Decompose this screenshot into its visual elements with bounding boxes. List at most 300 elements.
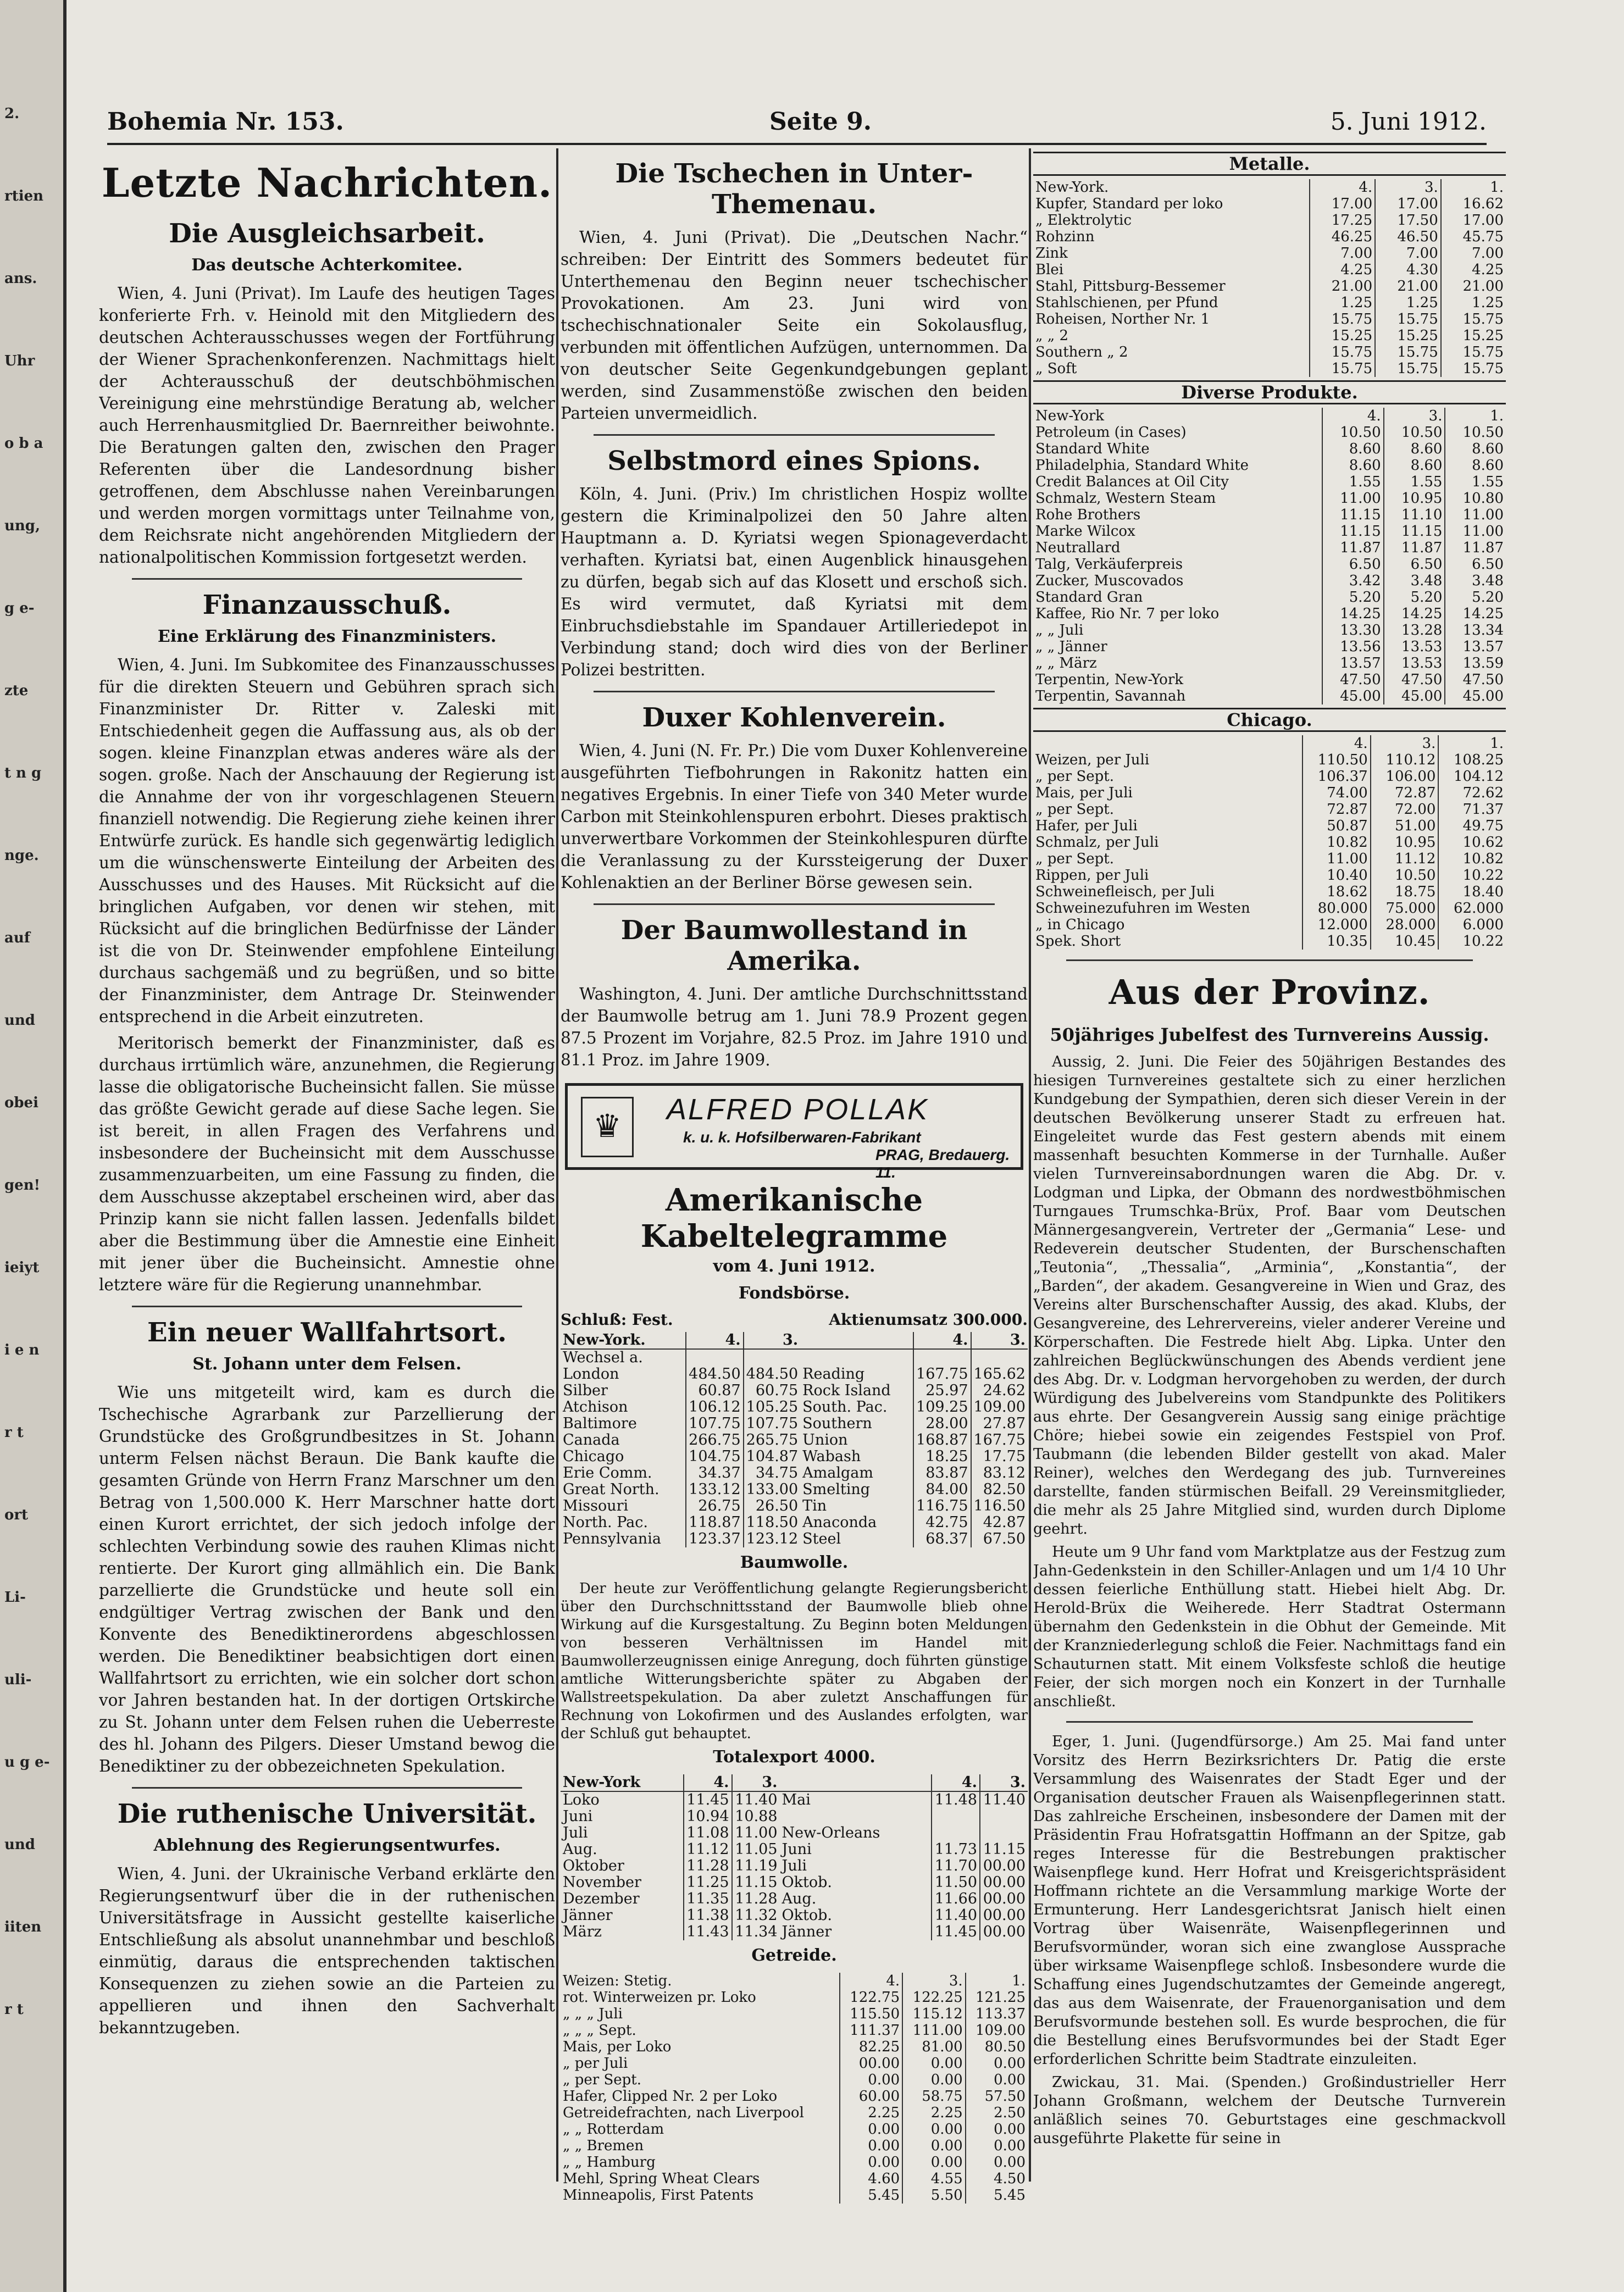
table-cell: 11.10 — [1384, 507, 1445, 523]
table-cell: 11.50 — [932, 1874, 980, 1891]
strip-fragment: u g e- — [4, 1754, 50, 1771]
table-row — [1033, 801, 1506, 818]
table-cell: 8.60 — [1322, 441, 1384, 457]
issue-date: 5. Juni 1912. — [1330, 108, 1487, 136]
table-cell: 21.00 — [1375, 278, 1441, 295]
table-row — [561, 2138, 1028, 2154]
table-cell: 11.45 — [684, 1791, 732, 1808]
table-cell: „ per Sept. — [1035, 801, 1115, 818]
table-header-cell: 3. — [971, 1332, 1028, 1349]
table-header-cell: New-York. — [561, 1332, 686, 1349]
table-row — [561, 2088, 1028, 2105]
table-cell: 82.25 — [840, 2039, 902, 2055]
table-cell: „ per Sept. — [563, 2072, 642, 2088]
table-cell: 115.12 — [902, 2006, 965, 2022]
fonds-meta — [561, 1311, 1028, 1329]
column-rule — [556, 148, 558, 2182]
strip-fragment: ort — [4, 1507, 29, 1523]
table-header-cell: New-York. — [1035, 179, 1109, 196]
table-header-cell: 4. — [932, 1774, 980, 1791]
separator — [1066, 959, 1473, 961]
strip-fragment: Uhr — [4, 353, 35, 369]
article-subhead: Eine Erklärung des Finanzministers. — [157, 627, 497, 646]
table-cell: Oktob. — [781, 1874, 832, 1891]
table-row — [561, 2171, 1028, 2187]
table-cell: 25.97 — [913, 1383, 971, 1399]
table-cell: 0.00 — [966, 2138, 1028, 2154]
table-row — [561, 1825, 1028, 1841]
table-cell: 13.59 — [1445, 655, 1506, 671]
table-header-cell: 3. — [1375, 179, 1441, 196]
cotton-heading: Baumwolle. — [740, 1553, 849, 1572]
table-cell: New-Orleans — [781, 1824, 880, 1841]
table-cell: 15.75 — [1310, 311, 1376, 328]
table-cell: 11.48 — [932, 1791, 980, 1808]
table-cell: 0.00 — [966, 2072, 1028, 2088]
fonds-close: Schluß: Fest. — [561, 1311, 673, 1329]
article-paragraph: Meritorisch bemerkt der Finanzminister, daß es durchaus irrtümlich wäre, anzunehmen, die Regierung lasse die obligatorische Bucheinsicht fallen. Sie müsse das größte Gewicht gerade auf diese Sache legen. Sie ist bereit, in allen Fragen des Verfahrens und insbesondere der Bucheinsicht mit dem Ausschusse zusammenzuarbeiten, um eine Fassung zu finden, die dem Ausschusse akzeptabel erscheinen wird, aber das Prinzip kann sie nicht fallen lassen. Jedenfalls bildet aber die Bestimmung über die Amnestie eine Einheit mit jener über die Bucheinsicht. Amnestie ohne letztere wäre für die Regierung unannehmbar. — [99, 1034, 555, 1294]
table-cell: 106.00 — [1371, 768, 1439, 785]
table-cell: Mehl, Spring Wheat Clears — [563, 2171, 760, 2187]
table-cell: „ per Juli — [563, 2055, 628, 2072]
table-header-cell: 3. — [980, 1774, 1028, 1791]
ad-line: k. u. k. Hofsilberwaren-Fabrikant — [683, 1129, 921, 1146]
table-cell: 109.00 — [971, 1399, 1028, 1416]
table-row — [1033, 752, 1506, 768]
table-row — [1033, 507, 1506, 523]
table-row — [561, 1399, 1028, 1416]
table-cell: Juli — [781, 1857, 807, 1874]
table-cell: 60.75 — [744, 1383, 800, 1399]
table-header-cell: 3. — [1384, 408, 1445, 424]
table-cell: „ per Sept. — [1035, 851, 1115, 867]
section-title: Letzte Nachrichten. — [101, 159, 553, 206]
table-cell: 1.55 — [1322, 474, 1384, 490]
table-cell: 10.22 — [1438, 933, 1506, 950]
table-cell: 167.75 — [971, 1432, 1028, 1449]
strip-fragment: o b a — [4, 435, 43, 452]
table-cell: Credit Balances at Oil City — [1035, 474, 1229, 490]
table-cell: London — [563, 1366, 619, 1383]
table-cell: 11.40 — [932, 1907, 980, 1924]
table-cell: 104.12 — [1438, 768, 1506, 785]
stock-table — [561, 1332, 1028, 1547]
table-cell: 15.75 — [1441, 311, 1506, 328]
table-row — [1033, 556, 1506, 573]
table-cell: 0.00 — [966, 2121, 1028, 2138]
article-paragraph: Aussig, 2. Juni. Die Feier des 50jährigen Bestandes des hiesigen Turnvereines gestaltete sich zu einer herzlichen Kundgebung der Sympathien, deren sich dieser Verein in der deutschen Bevölkerung unserer Stadt zu erfreuen hat. Eingeleitet wurde das Fest gestern abends mit einem massenhaft besuchten Kommerse in der Turnhalle. Außer vielen Turnvereinsabordnungen waren die Abg. Dr. v. Lodgman und Lipka, der Obmann des nordwestböhmischen Turngaues Trumschka-Brüx, Prof. Baar vom Deutschen Männergesangverein, Vertreter der „Germania“ Lese- und Redeverein deutscher Studenten, der Burschenschaften „Teutonia“, „Thessalia“, „Arminia“, „Konstantia“, der „Barden“, der akadem. Gesangvereine in Wien und Graz, des Vereins alter Burschenschafter Aussig, des akad. Klubs, der Gesangvereine, des Lehrervereins, vieler anderer Vereine und Körperschaften. Die Festrede hielt Abg. Lipka. Unter den zahlreichen Beglückwünschungen des Abends verdient jene des Abg. Dr. v. Lodgman hervorgehoben zu werden, der durch Würdigung des Jubelvereins vom Standpunkte des Politikers aus ehrte. Der Gesangverein Aussig sang einige prächtige Chöre; hiebei sowie ein zeigendes Festspiel von Prof. Taubmann (die lebenden Bilder gestellt von akad. Maler Reiner), welches den Werdegang des jub. Turnvereines darstellte, fanden stürmischen Beifall. 29 Vereinsmitglieder, die mehr als 25 Jahre Mitglied sind, wurden durch Diplome geehrt. — [1033, 1053, 1506, 1538]
table-cell: 60.87 — [686, 1383, 743, 1399]
products-table — [1033, 408, 1506, 704]
table-cell: „ „ März — [1035, 655, 1097, 671]
fonds-heading: Fondsbörse. — [738, 1284, 850, 1303]
table-cell: 00.00 — [980, 1858, 1028, 1874]
table-cell: 6.50 — [1384, 556, 1445, 573]
table-cell: Zucker, Muscovados — [1035, 573, 1184, 589]
table-cell: „ „ 2 — [1035, 328, 1069, 344]
table-row — [561, 2105, 1028, 2121]
grain-heading: Getreide. — [751, 1946, 837, 1965]
table-cell: 10.82 — [1302, 834, 1371, 851]
article-paragraph: Wie uns mitgeteilt wird, kam es durch die Tschechische Agrarbank zur Parzellierung der Grundstücke des Großgrundbesitzes in St. Johann unterm Felsen nächst Beraun. Die Bank kaufte die gesamten Gründe von Herrn Franz Marschner um den Betrag von 1,500.000 K. Herr Marschner hatte dort einen Kurort errichtet, der sich jedoch infolge der schlechten Verbindung sowie des rauhen Klimas nicht rentierte. Der Kurort ging allmählich ein. Die Bank parzellierte die Grundstücke und heute soll ein endgültiger Vertrag zwischen der Bank und den Konvente des Benediktinerordens abgeschlossen werden. Die Benediktiner beabsichtigen dort einen Wallfahrtsort zu errichten, wie ein solcher dort schon vor Jahren bestanden hat. In der dortigen Ortskirche zu St. Johann unter dem Felsen ruhen die Ueberreste des hl. Johann des Pilgers. Dieser Umstand bewog die Benediktiner zu der obbezeichneten Spekulation. — [99, 1383, 555, 1775]
table-cell: 105.25 — [744, 1399, 800, 1416]
table-cell: 11.45 — [932, 1924, 980, 1940]
table-cell: 4.55 — [902, 2171, 965, 2187]
table-cell: 10.45 — [1371, 933, 1439, 950]
table-cell: Aug. — [563, 1841, 597, 1858]
table-header-cell: Weizen: Stetig. — [563, 1973, 672, 1989]
table-cell: 46.50 — [1375, 229, 1441, 245]
table-cell: 17.00 — [1441, 212, 1506, 229]
article-paragraph: Washington, 4. Juni. Der amtliche Durchschnittsstand der Baumwolle betrug am 1. Juni 78.9 Prozent gegen 87.5 Prozent im Vorjahre, 82.5 Proz. im Jahre 1910 und 81.1 Proz. im Jahre 1909. — [561, 985, 1028, 1069]
table-cell: 00.00 — [980, 1891, 1028, 1907]
separator — [594, 691, 995, 692]
table-cell: 0.00 — [902, 2154, 965, 2171]
table-cell: „ „ „ Juli — [563, 2006, 623, 2022]
table-cell — [971, 1349, 1028, 1366]
table-cell: „ „ Bremen — [563, 2138, 644, 2154]
table-cell: 11.40 — [732, 1791, 780, 1808]
table-cell: Rohe Brothers — [1035, 507, 1141, 523]
advertisement — [565, 1083, 1023, 1181]
strip-fragment: ung, — [4, 518, 41, 534]
table-cell: Terpentin, Savannah — [1035, 688, 1186, 704]
table-row — [1033, 424, 1506, 441]
table-cell: 00.00 — [840, 2055, 902, 2072]
table-cell: „ „ Juli — [1035, 622, 1084, 639]
table-cell: Schweinefleisch, per Juli — [1035, 884, 1215, 900]
table-cell: 17.00 — [1310, 196, 1376, 212]
chicago-table — [1033, 735, 1506, 950]
table-row — [561, 1416, 1028, 1432]
table-cell: 10.22 — [1438, 867, 1506, 884]
table-header-cell: 1. — [1445, 408, 1506, 424]
table-cell: 4.30 — [1375, 262, 1441, 278]
table-cell: 72.87 — [1371, 785, 1439, 801]
column-1 — [99, 148, 555, 2204]
table-row — [561, 2055, 1028, 2072]
table-cell: 72.00 — [1371, 801, 1439, 818]
table-cell: 72.62 — [1438, 785, 1506, 801]
table-row — [1033, 278, 1506, 295]
table-header-cell: 1. — [1438, 735, 1506, 752]
table-cell: Spek. Short — [1035, 933, 1121, 950]
table-cell: 11.15 — [980, 1841, 1028, 1858]
table-row — [1033, 900, 1506, 917]
table-row — [1033, 655, 1506, 671]
table-cell — [780, 1808, 932, 1825]
table-cell: 15.75 — [1375, 360, 1441, 377]
table-cell: 28.00 — [913, 1416, 971, 1432]
table-header-cell: 3. — [902, 1973, 965, 1989]
table-cell: 106.37 — [1302, 768, 1371, 785]
table-cell: Blei — [1035, 262, 1064, 278]
table-row — [561, 2121, 1028, 2138]
table-cell: 45.00 — [1384, 688, 1445, 704]
table-cell: 104.87 — [744, 1449, 800, 1465]
table-row — [561, 1498, 1028, 1514]
table-cell: 15.75 — [1310, 344, 1376, 360]
table-cell: 8.60 — [1445, 457, 1506, 474]
cable-headline: Amerikanische Kabeltelegramme — [640, 1182, 948, 1255]
table-cell: Rohzinn — [1035, 229, 1095, 245]
table-cell: Baltimore — [563, 1415, 637, 1432]
table-cell: 15.25 — [1375, 328, 1441, 344]
table-cell: 1.55 — [1384, 474, 1445, 490]
table-cell: Mais, per Juli — [1035, 785, 1133, 801]
table-cell: 46.25 — [1310, 229, 1376, 245]
table-cell: 13.53 — [1384, 639, 1445, 655]
strip-fragment: i e n — [4, 1342, 40, 1358]
table-cell: 14.25 — [1445, 606, 1506, 622]
grain-table — [561, 1973, 1028, 2204]
table-cell: 82.50 — [971, 1481, 1028, 1498]
table-cell: 2.50 — [966, 2105, 1028, 2121]
table-cell: Kaffee, Rio Nr. 7 per loko — [1035, 606, 1220, 622]
table-cell: 0.00 — [902, 2121, 965, 2138]
table-cell: 13.56 — [1322, 639, 1384, 655]
table-row — [561, 2022, 1028, 2039]
table-cell: 0.00 — [902, 2072, 965, 2088]
table-cell: 1.55 — [1445, 474, 1506, 490]
table-row — [561, 2072, 1028, 2088]
table-cell: Canada — [563, 1431, 620, 1449]
article-headline: Der Baumwollestand in Amerika. — [620, 915, 968, 976]
table-row — [561, 1432, 1028, 1449]
page-number: Seite 9. — [769, 108, 872, 136]
table-row — [561, 1924, 1028, 1940]
table-cell: 21.00 — [1310, 278, 1376, 295]
table-row — [561, 1858, 1028, 1874]
table-cell: 123.37 — [686, 1531, 743, 1547]
table-row — [1033, 884, 1506, 900]
table-cell: 50.87 — [1302, 818, 1371, 834]
strip-fragment: rtien — [4, 188, 44, 204]
table-row — [1033, 671, 1506, 688]
table-cell: 109.00 — [966, 2022, 1028, 2039]
table-cell: 6.000 — [1438, 917, 1506, 933]
table-row — [1033, 360, 1506, 377]
table-cell: 18.40 — [1438, 884, 1506, 900]
table-cell: 15.75 — [1441, 344, 1506, 360]
table-cell: 10.80 — [1445, 490, 1506, 507]
strip-fragment: und — [4, 1012, 35, 1029]
table-cell — [932, 1808, 980, 1825]
table-cell: 5.20 — [1445, 589, 1506, 606]
table-cell: 5.45 — [840, 2187, 902, 2204]
article-paragraph: Eger, 1. Juni. (Jugendfürsorge.) Am 25. Mai fand unter Vorsitz des Herrn Bezirksrichters Dr. Patig die erste Versammlung des Waisenrates der Stadt Eger und der Organisation deutscher Frauen als Waisenpflegerinnen statt. Das zahlreiche Erscheinen, insbesondere der Damen mit der Präsidentin Frau Hofratsgattin Hoffmann an der Spitze, gab reges Interesse für die Bestrebungen praktischer Waisenpflege kund. Herr Hofrat und Kreisgerichtspräsident Hoffmann richtete an die Versammlung markige Worte der Ermunterung. Herr Landesgerichtsrat Janisch hielt einen Vortrag über Waisenräte, Waisenpflegerinnen und Berufsvormünder, woran sich eine zwanglose Aussprache über wirksame Waisenpflege schloß. Insbesondere wurde die Schaffung eines Jugendschutzamtes der Gemeinde angeregt, das aus dem Waisenrate, der Frauenorganisation und dem Berufsvormunde bestehen soll. Es wurde besprochen, die für die Bestellung eines Berufsvormundes bei der Stadt Eger erforderlichen Schritte beim Stadtrate einzuleiten. — [1033, 1733, 1506, 2068]
table-row — [561, 2187, 1028, 2204]
table-cell: Stahlschienen, per Pfund — [1035, 295, 1218, 311]
table-cell: Reading — [802, 1366, 865, 1383]
table-cell: 12.000 — [1302, 917, 1371, 933]
table-header-cell: 4. — [684, 1774, 732, 1791]
table-row — [1033, 540, 1506, 556]
table-cell: 165.62 — [971, 1366, 1028, 1383]
table-row — [561, 1989, 1028, 2006]
table-cell: Juli — [563, 1824, 588, 1841]
table-cell: 10.35 — [1302, 933, 1371, 950]
table-cell: 10.50 — [1384, 424, 1445, 441]
table-cell: 11.73 — [932, 1841, 980, 1858]
table-cell: 107.75 — [686, 1416, 743, 1432]
table-cell: 111.00 — [902, 2022, 965, 2039]
table-cell: Great North. — [563, 1481, 659, 1498]
table-row — [1033, 441, 1506, 457]
strip-fragment: gen! — [4, 1177, 41, 1194]
table-row — [561, 1791, 1028, 1808]
table-cell: Schmalz, Western Steam — [1035, 490, 1216, 507]
page-header — [107, 104, 1487, 145]
table-cell: 24.62 — [971, 1383, 1028, 1399]
table-cell: 45.00 — [1445, 688, 1506, 704]
table-row — [561, 1531, 1028, 1547]
table-cell: November — [563, 1874, 641, 1891]
table-cell: Stahl, Pittsburg-Bessemer — [1035, 278, 1226, 295]
table-cell: 4.50 — [966, 2171, 1028, 2187]
table-cell: 8.60 — [1445, 441, 1506, 457]
table-cell: 5.20 — [1384, 589, 1445, 606]
table-cell: 113.37 — [966, 2006, 1028, 2022]
table-cell: 11.40 — [980, 1791, 1028, 1808]
table-header-cell: 4. — [1302, 735, 1371, 752]
table-cell: 10.50 — [1322, 424, 1384, 441]
table-cell: 15.75 — [1441, 360, 1506, 377]
table-cell: 104.75 — [686, 1449, 743, 1465]
article-headline: Die ruthenische Universität. — [117, 1799, 537, 1829]
table-cell: 11.12 — [1371, 851, 1439, 867]
table-cell — [913, 1349, 971, 1366]
table-cell: North. Pac. — [563, 1514, 648, 1531]
table-cell: 1.25 — [1375, 295, 1441, 311]
strip-fragment: r t — [4, 1424, 24, 1441]
strip-fragment: und — [4, 1836, 35, 1853]
table-cell: 18.25 — [913, 1449, 971, 1465]
table-cell: 11.66 — [932, 1891, 980, 1907]
table-cell: 17.75 — [971, 1449, 1028, 1465]
separator — [594, 434, 995, 436]
table-row — [561, 2154, 1028, 2171]
table-cell: 11.15 — [1322, 523, 1384, 540]
table-cell: 10.50 — [1371, 867, 1439, 884]
table-cell: 00.00 — [980, 1907, 1028, 1924]
table-header-cell: 1. — [1441, 179, 1506, 196]
table-cell: 1.25 — [1310, 295, 1376, 311]
table-row — [1033, 490, 1506, 507]
table-cell: 0.00 — [840, 2072, 902, 2088]
table-row — [1033, 639, 1506, 655]
table-cell: Talg, Verkäuferpreis — [1035, 556, 1183, 573]
table-cell: 45.00 — [1322, 688, 1384, 704]
table-header-cell — [1033, 735, 1302, 752]
table-cell: Zink — [1035, 245, 1068, 262]
table-cell: 17.50 — [1375, 212, 1441, 229]
table-row — [561, 1514, 1028, 1531]
table-cell: 17.25 — [1310, 212, 1376, 229]
table-cell: 6.50 — [1322, 556, 1384, 573]
table-row — [1033, 933, 1506, 950]
table-cell: 11.87 — [1445, 540, 1506, 556]
table-cell: Mai — [781, 1791, 811, 1808]
table-cell: Erie Comm. — [563, 1464, 652, 1481]
table-cell: 2.25 — [840, 2105, 902, 2121]
table-cell: 10.62 — [1438, 834, 1506, 851]
table-cell: Wechsel a. — [563, 1349, 643, 1366]
table-cell: 11.00 — [1445, 507, 1506, 523]
table-cell: 47.50 — [1445, 671, 1506, 688]
table-cell: 15.75 — [1310, 360, 1376, 377]
article-headline: Die Ausgleichsarbeit. — [169, 218, 485, 249]
table-cell: 11.05 — [732, 1841, 780, 1858]
table-cell: 0.00 — [966, 2154, 1028, 2171]
table-cell: 118.50 — [744, 1514, 800, 1531]
table-cell: 45.75 — [1441, 229, 1506, 245]
table-cell: 47.50 — [1384, 671, 1445, 688]
table-row — [561, 1841, 1028, 1858]
table-cell: Marke Wilcox — [1035, 523, 1135, 540]
table-cell: Rippen, per Juli — [1035, 867, 1149, 884]
table-cell: 49.75 — [1438, 818, 1506, 834]
article-subhead: Ablehnung des Regierungsentwurfes. — [153, 1836, 501, 1855]
cable-date: vom 4. Juni 1912. — [713, 1257, 875, 1276]
table-cell: 11.12 — [684, 1841, 732, 1858]
table-cell: 11.15 — [732, 1874, 780, 1891]
table-cell: Standard Gran — [1035, 589, 1143, 606]
table-cell — [686, 1349, 743, 1366]
table-cell: Schmalz, per Juli — [1035, 834, 1159, 851]
table-cell: 75.000 — [1371, 900, 1439, 917]
table-cell: 57.50 — [966, 2088, 1028, 2105]
table-cell: „ „ Jänner — [1035, 639, 1107, 655]
table-cell — [744, 1349, 800, 1366]
table-cell: 0.00 — [902, 2055, 965, 2072]
table-cell: 111.37 — [840, 2022, 902, 2039]
table-cell: 11.25 — [684, 1874, 732, 1891]
table-cell: 108.25 — [1438, 752, 1506, 768]
separator — [132, 1306, 522, 1307]
table-cell — [980, 1825, 1028, 1841]
table-cell: 27.87 — [971, 1416, 1028, 1432]
table-header-cell — [800, 1332, 913, 1349]
table-row — [1033, 867, 1506, 884]
table-cell: 116.75 — [913, 1498, 971, 1514]
table-row — [561, 1907, 1028, 1924]
table-cell: „ per Sept. — [1035, 768, 1115, 785]
table-cell: Dezember — [563, 1890, 640, 1907]
table-cell: 11.35 — [684, 1891, 732, 1907]
article-paragraph: Wien, 4. Juni (N. Fr. Pr.) Die vom Duxer Kohlenvereine ausgeführten Tiefbohrungen in Rakonitz hatten ein negatives Ergebnis. In einer Tiefe von 340 Meter wurde Carbon mit Steinkohlenspuren erbohrt. Dieses praktisch unverwertbare Vorkommen der Steinkohlespuren dürfte die Veranlassung zu der Kurssteigerung der Duxer Kohlenaktien an der Berliner Börse gewesen sein. — [561, 741, 1028, 892]
table-cell: 62.000 — [1438, 900, 1506, 917]
table-row — [561, 2006, 1028, 2022]
table-row — [561, 1481, 1028, 1498]
table-cell: 0.00 — [966, 2055, 1028, 2072]
table-cell: 14.25 — [1322, 606, 1384, 622]
strip-fragment: g e- — [4, 600, 35, 617]
table-cell: 0.00 — [902, 2138, 965, 2154]
table-cell: 7.00 — [1310, 245, 1376, 262]
strip-fragment: ieiyt — [4, 1259, 40, 1276]
table-cell: 167.75 — [913, 1366, 971, 1383]
table-cell: 10.50 — [1445, 424, 1506, 441]
table-cell: 58.75 — [902, 2088, 965, 2105]
table-cell: 121.25 — [966, 1989, 1028, 2006]
table-cell: 8.60 — [1322, 457, 1384, 474]
table-cell: Minneapolis, First Patents — [563, 2187, 754, 2204]
chicago-heading: Chicago. — [1033, 708, 1506, 732]
table-cell: Southern „ 2 — [1035, 344, 1128, 360]
table-cell: 34.37 — [686, 1465, 743, 1481]
strip-fragment: nge. — [4, 847, 39, 864]
